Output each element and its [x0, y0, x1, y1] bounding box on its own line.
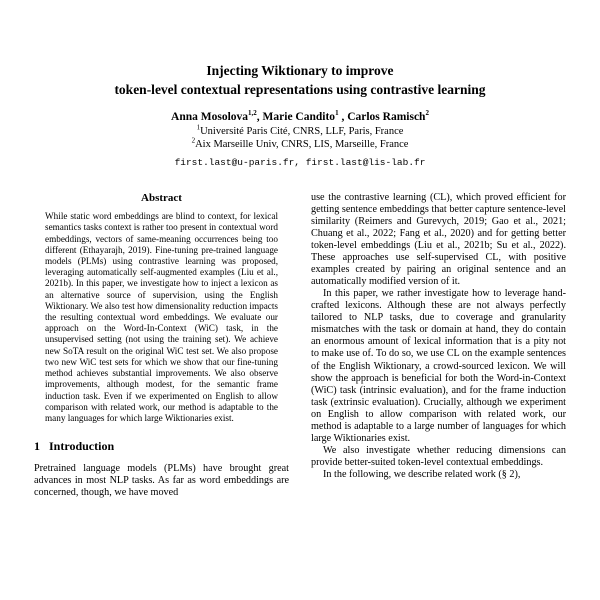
abstract-section — [34, 192, 289, 424]
affiliation-2-text: Aix Marseille Univ, CNRS, LIS, Marseille, France — [195, 139, 409, 151]
affiliation-1 — [34, 125, 566, 139]
author-separator: , — [338, 110, 348, 123]
affiliation-1-text: Université Paris Cité, CNRS, LLF, Paris, France — [200, 125, 404, 137]
author-2-affil-marker: 1 — [335, 108, 339, 117]
author-3 — [347, 108, 429, 123]
section-number: 1 — [34, 439, 40, 454]
abstract-text: While static word embeddings are blind to context, for lexical semantics tasks context is rather too present in contextual word embeddings, vectors of same-meaning occurrences being too different (Ethayarajh, 2019). Fine-tuning pre-trained language models (PLMs) using contrastive learning was proposed, leveraging automatically self-augmented examples (Liu et al., 2021b). In this paper, we investigate how to inject a lexicon as an alternative source of supervision, using the English Wiktionary. We also test how dimensionality reduction impacts the resulting contextual word embeddings. We evaluate our approach on the Word-In-Context (WiC) task, in the unsupervised setting (not using the training set). We achieve new SoTA result on the original WiC test set. We also propose two new WiC test sets for which we show that our fine-tuning method achieves substantial improvements. We also observe improvements, although modest, for the semantic frame induction task. Even if we experimented on English to allow comparison with related work, our method is adaptable to the many languages for which large Wiktionaries exist. — [45, 211, 278, 423]
author-1 — [171, 108, 263, 123]
author-1-name: Anna Mosolova — [171, 110, 249, 123]
title-line-2: token-level contextual representations using contrastive learning — [114, 81, 486, 97]
abstract-heading: Abstract — [141, 192, 182, 205]
title-line-1: Injecting Wiktionary to improve — [206, 63, 394, 78]
paper-title — [34, 62, 566, 100]
introduction-paragraph-1: Pretrained language models (PLMs) have brought great advances in most NLP tasks. As far as word embeddings are concerned, though, we have moved — [34, 463, 289, 499]
left-column — [34, 192, 289, 499]
section-heading-introduction — [34, 439, 289, 454]
author-1-affil-marker: 1,2 — [248, 108, 257, 117]
affiliation-block — [34, 125, 566, 152]
right-column — [311, 192, 566, 499]
right-column-paragraph-3: We also investigate whether reducing dimensions can provide better-suited token-level contextual embeddings. — [311, 444, 566, 468]
two-column-body — [34, 192, 566, 499]
title-block — [34, 62, 566, 168]
author-line — [34, 108, 566, 123]
right-column-paragraph-1: use the contrastive learning (CL), which proved efficient for getting sentence embeddings that better capture sentence-level similarity (Reimers and Gurevych, 2019; Gao et al., 2021; Chuang et al., 2022; Fang et al., 2020) and for getting better token-level embeddings (Liu et al., 2021b; Su et al., 2022). These approaches use self-supervised CL, with positive examples created by pairing an original sentence and an automatically modified version of it. — [311, 192, 566, 288]
affiliation-2 — [34, 138, 566, 152]
author-2 — [262, 108, 348, 123]
author-2-name: Marie Candito — [262, 110, 336, 123]
affiliation-1-marker: 1 — [196, 123, 201, 132]
author-separator: , — [256, 110, 263, 123]
author-3-name: Carlos Ramisch — [347, 110, 426, 123]
right-column-paragraph-2: In this paper, we rather investigate how to leverage hand-crafted lexicons. Although these are not always perfectly tailored to NLP tasks, due to coverage and granularity mismatches with the task or domain at hand, they do contain an enormous amount of lexical information that is a pity not to make use of. To do so, we use CL on the example sentences of the English Wiktionary, a crowd-sourced lexicon. We will show the approach is beneficial for both the Word-in-Context (WiC) task (intrinsic evaluation), and for the frame induction task (extrinsic evaluation). Crucially, although we experiment on English to allow comparison with related work, our method is adaptable to a large number of languages for which large Wiktionaries exist. — [311, 288, 566, 444]
section-title: Introduction — [49, 439, 115, 454]
author-3-affil-marker: 2 — [425, 108, 429, 117]
right-column-paragraph-4: In the following, we describe related work (§ 2), — [323, 468, 521, 480]
email-line: first.last@u-paris.fr, first.last@lis-lab.fr — [174, 157, 426, 169]
affiliation-2-marker: 2 — [191, 136, 196, 145]
